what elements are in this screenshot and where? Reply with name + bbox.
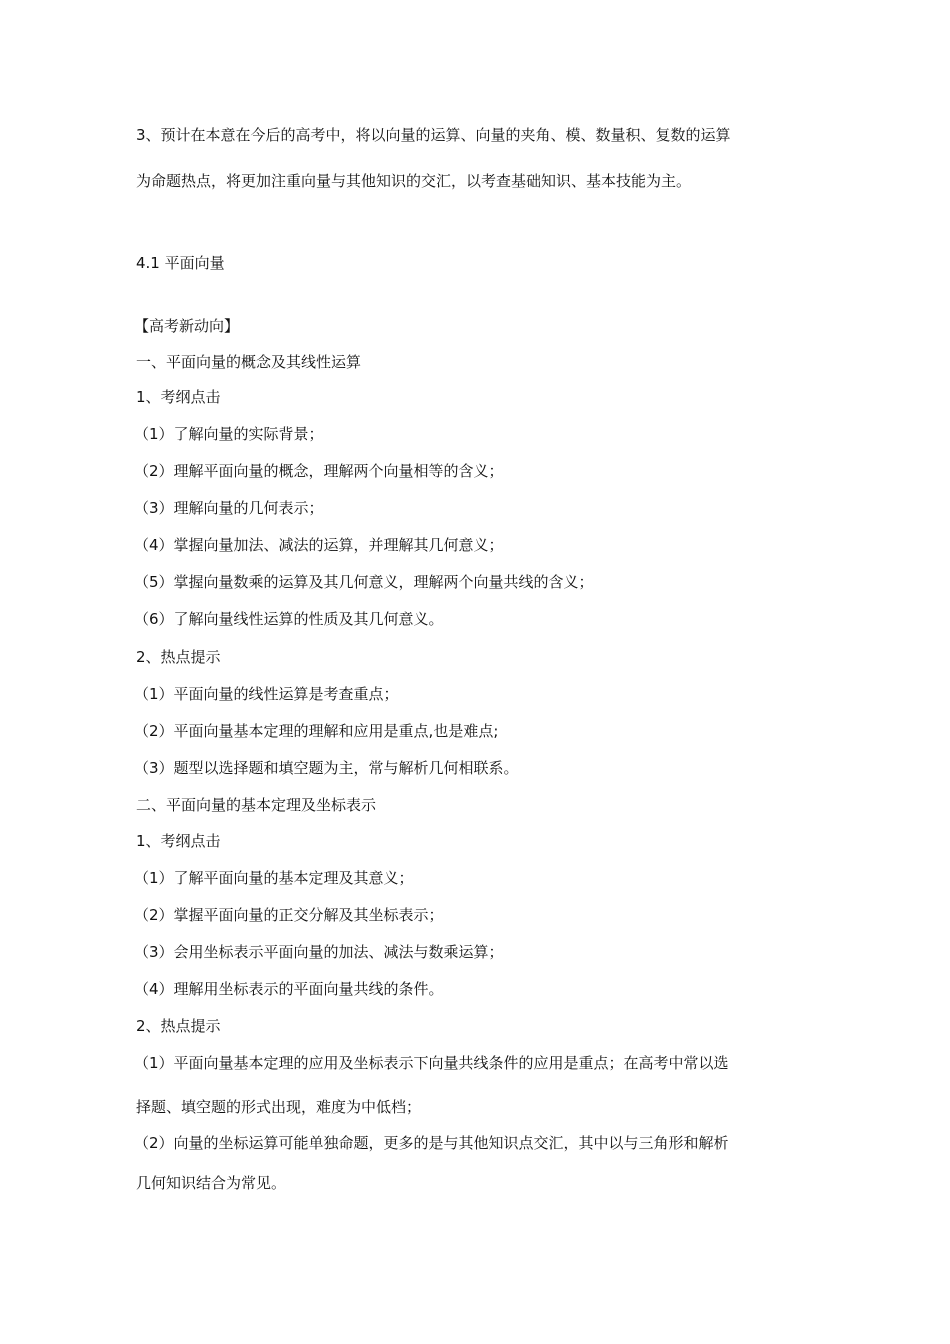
list-item: （2）理解平面向量的概念，理解两个向量相等的含义； — [134, 462, 504, 480]
list-item: （4）理解用坐标表示的平面向量共线的条件。 — [134, 980, 444, 998]
list-item: （2）平面向量基本定理的理解和应用是重点,也是难点; — [134, 722, 499, 740]
list-item: （3）会用坐标表示平面向量的加法、减法与数乘运算； — [134, 943, 504, 961]
list-heading: 2、热点提示 — [136, 648, 221, 666]
list-item: （2）向量的坐标运算可能单独命题，更多的是与其他知识点交汇，其中以与三角形和解析 — [134, 1134, 729, 1152]
list-item-continuation: 择题、填空题的形式出现，难度为中低档； — [136, 1098, 422, 1116]
subsection-heading: 二、平面向量的基本定理及坐标表示 — [136, 796, 377, 814]
list-item: （2）掌握平面向量的正交分解及其坐标表示； — [134, 906, 444, 924]
list-heading: 1、考纲点击 — [136, 832, 221, 850]
list-item: （3）题型以选择题和填空题为主，常与解析几何相联系。 — [134, 759, 519, 777]
list-item: （1）平面向量基本定理的应用及坐标表示下向量共线条件的应用是重点；在高考中常以选 — [134, 1054, 729, 1072]
list-item: （3）理解向量的几何表示； — [134, 499, 324, 517]
paragraph-line: 为命题热点，将更加注重向量与其他知识的交汇，以考查基础知识、基本技能为主。 — [136, 172, 692, 190]
list-item: （5）掌握向量数乘的运算及其几何意义，理解两个向量共线的含义； — [134, 573, 594, 591]
section-heading: 4.1 平面向量 — [136, 254, 225, 272]
list-item: （1）平面向量的线性运算是考查重点； — [134, 685, 399, 703]
paragraph-line: 3、预计在本意在今后的高考中，将以向量的运算、向量的夹角、模、数量积、复数的运算 — [136, 126, 731, 144]
section-heading: 【高考新动向】 — [134, 317, 240, 335]
list-item: （6）了解向量线性运算的性质及其几何意义。 — [134, 610, 444, 628]
subsection-heading: 一、平面向量的概念及其线性运算 — [136, 353, 362, 371]
list-item-continuation: 几何知识结合为常见。 — [136, 1174, 287, 1192]
list-heading: 2、热点提示 — [136, 1017, 221, 1035]
list-heading: 1、考纲点击 — [136, 388, 221, 406]
list-item: （4）掌握向量加法、减法的运算，并理解其几何意义； — [134, 536, 504, 554]
list-item: （1）了解向量的实际背景； — [134, 425, 324, 443]
list-item: （1）了解平面向量的基本定理及其意义； — [134, 869, 414, 887]
